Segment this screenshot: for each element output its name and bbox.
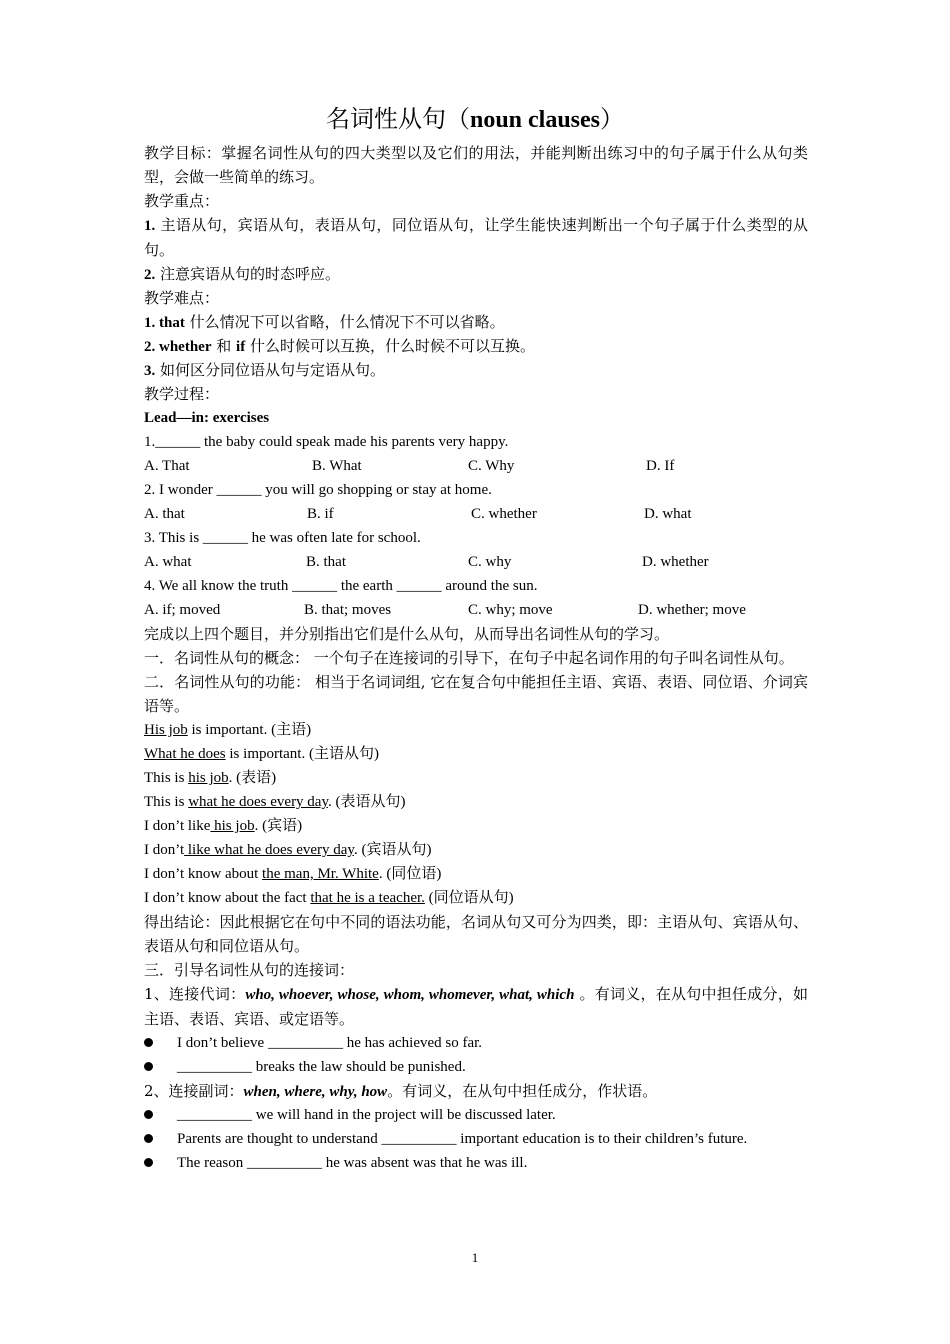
example-sentence: This is what he does every day. (表语从句) (144, 794, 406, 810)
function-section: 二．名词性从句的功能： 相当于名词词组, 它在复合句中能担任主语、宾语、表语、同位语、介词宾语等。 (144, 673, 808, 715)
exercise-options-3 (144, 550, 808, 574)
option-c: C. why (468, 554, 512, 570)
key-point-2: 2. 注意宾语从句的时态呼应。 (144, 265, 341, 283)
bullet-item: I don’t believe __________ he has achieved so far. (144, 1031, 808, 1055)
option-d: D. whether (642, 554, 709, 570)
difficult-point-1: 1. that 什么情况下可以省略，什么情况下不可以省略。 (144, 313, 505, 331)
example-sentence: His job is important. (主语) (144, 722, 312, 738)
connective-adverbs: 2、连接副词：when, where, why, how。有词义，在从句中担任成分，作状语。 (144, 1082, 658, 1100)
option-c: C. why; move (468, 602, 553, 618)
option-a: A. That (144, 458, 190, 474)
exercise-question-1: 1.______ the baby could speak made his parents very happy. (144, 434, 509, 450)
bullet-dot-icon (144, 1134, 153, 1143)
document-body (144, 141, 808, 1175)
option-a: A. what (144, 554, 192, 570)
example-sentence: This is his job. (表语) (144, 770, 277, 786)
option-d: D. what (644, 506, 692, 522)
difficult-point-2: 2. whether 和 if 什么时候可以互换，什么时候不可以互换。 (144, 337, 535, 355)
option-b: B. if (307, 506, 334, 522)
teaching-goal: 教学目标：掌握名词性从句的四大类型以及它们的用法，并能判断出练习中的句子属于什么从句类型，会做一些简单的练习。 (144, 144, 808, 186)
option-a: A. that (144, 506, 185, 522)
option-a: A. if; moved (144, 602, 221, 618)
connectives-heading: 三．引导名词性从句的连接词： (144, 961, 355, 979)
bullet-item: __________ breaks the law should be punished. (144, 1055, 808, 1079)
process-heading: 教学过程： (144, 385, 220, 403)
after-exercises-note: 完成以上四个题目，并分别指出它们是什么从句，从而导出名词性从句的学习。 (144, 625, 670, 643)
option-d: D. If (646, 458, 675, 474)
option-c: C. Why (468, 458, 515, 474)
example-sentence: I don’t know about the fact that he is a teacher. (同位语从句) (144, 890, 514, 906)
key-point-1: 1. 主语从句，宾语从句，表语从句，同位语从句，让学生能快速判断出一个句子属于什么类型的从句。 (144, 216, 808, 259)
exercise-question-2: 2. I wonder ______ you will go shopping or stay at home. (144, 482, 492, 498)
option-b: B. What (312, 458, 362, 474)
example-sentence: What he does is important. (主语从句) (144, 746, 379, 762)
option-b: B. that (306, 554, 346, 570)
example-sentence: I don’t like his job. (宾语) (144, 818, 303, 834)
exercise-options-4 (144, 598, 808, 622)
page-title: 名词性从句（noun clauses） (325, 105, 625, 133)
option-d: D. whether; move (638, 602, 746, 618)
concept-section: 一．名词性从句的概念： 一个句子在连接词的引导下，在句子中起名词作用的句子叫名词性从句。 (144, 649, 794, 667)
example-sentence: I don’t like what he does every day. (宾语从句) (144, 842, 432, 858)
difficult-point-3: 3. 如何区分同位语从句与定语从句。 (144, 361, 386, 379)
page-number: 1 (471, 1250, 479, 1265)
conclusion: 得出结论：因此根据它在句中不同的语法功能，名词从句又可分为四类，即：主语从句、宾语从句、表语从句和同位语从句。 (144, 913, 808, 955)
difficult-points-heading: 教学难点： (144, 289, 220, 307)
option-b: B. that; moves (304, 602, 392, 618)
example-sentence: I don’t know about the man, Mr. White. (同位语) (144, 866, 442, 882)
bullet-item: Parents are thought to understand __________ important education is to their children’s future. (144, 1127, 808, 1151)
connective-pronouns: 1、连接代词：who, whoever, whose, whom, whomever, what, which 。有词义，在从句中担任成分，如主语、表语、宾语、或定语等。 (144, 985, 809, 1028)
bullet-item: The reason __________ he was absent was that he was ill. (144, 1151, 808, 1175)
exercise-options-2 (144, 502, 808, 526)
bullet-dot-icon (144, 1038, 153, 1047)
key-points-heading: 教学重点： (144, 192, 220, 210)
exercise-question-4: 4. We all know the truth ______ the earth ______ around the sun. (144, 578, 538, 594)
bullet-item: __________ we will hand in the project will be discussed later. (144, 1103, 808, 1127)
bullet-dot-icon (144, 1110, 153, 1119)
option-c: C. whether (471, 506, 537, 522)
exercise-options-1 (144, 454, 808, 478)
bullet-dot-icon (144, 1062, 153, 1071)
leadin-heading: Lead—in: exercises (144, 410, 270, 426)
bullet-dot-icon (144, 1158, 153, 1167)
exercise-question-3: 3. This is ______ he was often late for school. (144, 530, 421, 546)
